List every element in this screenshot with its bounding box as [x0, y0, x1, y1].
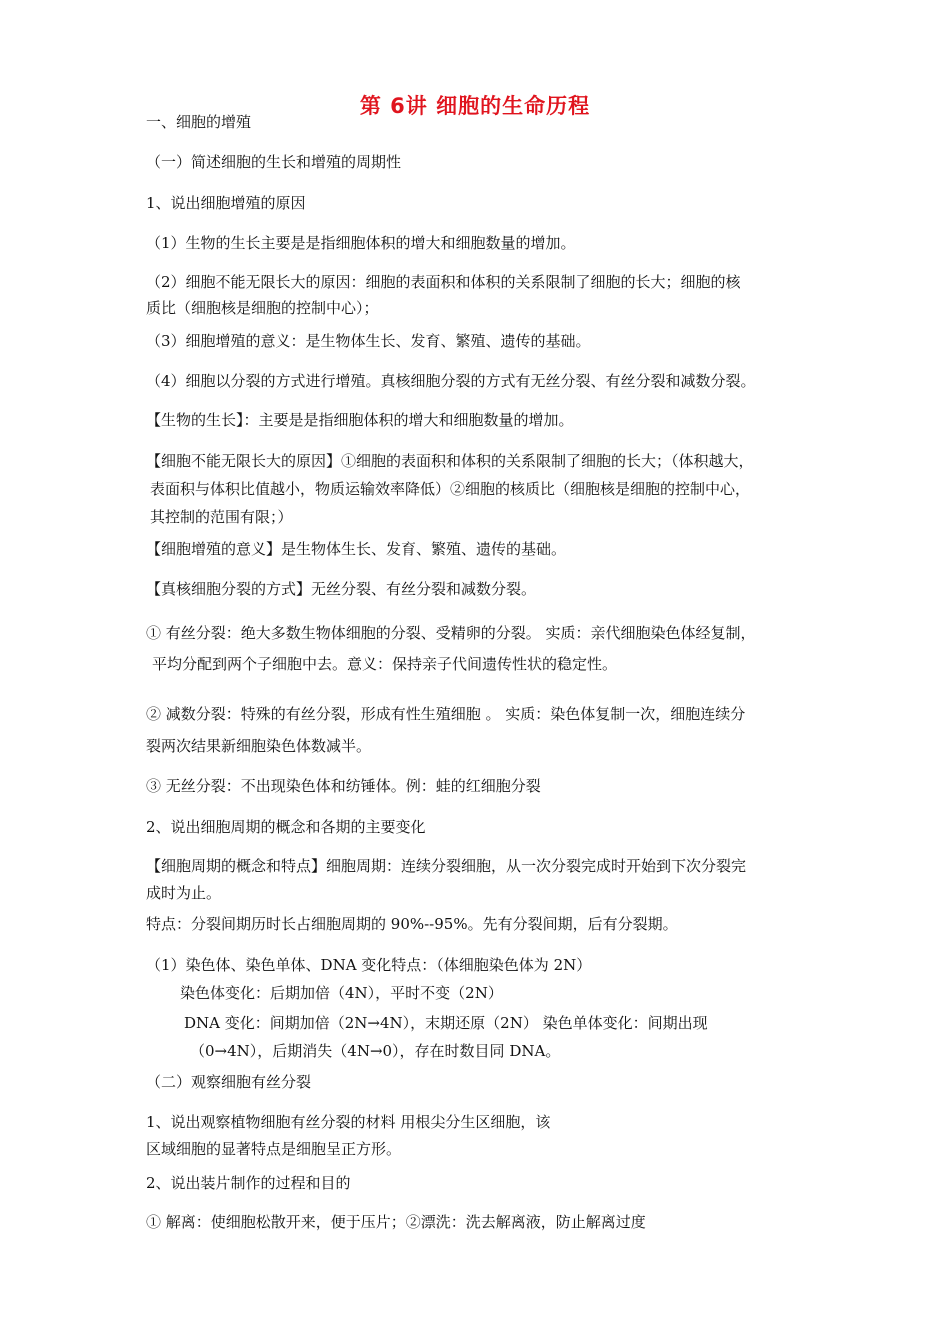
text-line: 其控制的范围有限；） — [150, 508, 293, 526]
text-line: 质比（细胞核是细胞的控制中心）； — [146, 299, 379, 317]
text-line: （3）细胞增殖的意义：是生物体生长、发育、繁殖、遗传的基础。 — [146, 332, 591, 350]
text-line: 平均分配到两个子细胞中去。意义：保持亲子代间遗传性状的稳定性。 — [152, 655, 618, 673]
text-line: （二）观察细胞有丝分裂 — [146, 1073, 312, 1091]
text-line: （1）染色体、染色单体、DNA 变化特点：（体细胞染色体为 2N） — [146, 956, 592, 974]
text-line: （2）细胞不能无限长大的原因：细胞的表面积和体积的关系限制了细胞的长大；细胞的核 — [146, 273, 741, 291]
text-line: 【细胞增殖的意义】是生物体生长、发育、繁殖、遗传的基础。 — [146, 540, 567, 558]
text-line: 区域细胞的显著特点是细胞呈正方形。 — [146, 1140, 402, 1158]
text-line: 1、说出观察植物细胞有丝分裂的材料 用根尖分生区细胞，该 — [146, 1113, 551, 1131]
text-line: 【生物的生长】：主要是是指细胞体积的增大和细胞数量的增加。 — [146, 411, 574, 429]
text-line: ③ 无丝分裂：不出现染色体和纺锤体。例：蛙的红细胞分裂 — [146, 777, 541, 795]
text-line: 1、说出细胞增殖的原因 — [146, 194, 306, 212]
text-line: 【细胞不能无限长大的原因】①细胞的表面积和体积的关系限制了细胞的长大；（体积越大， — [146, 452, 754, 470]
text-line: 特点：分裂间期历时长占细胞周期的 90%--95%。先有分裂间期，后有分裂期。 — [146, 915, 678, 933]
text-line: ① 有丝分裂：绝大多数生物体细胞的分裂、受精卵的分裂。 实质：亲代细胞染色体经复制， — [146, 624, 756, 642]
text-line: （一）简述细胞的生长和增殖的周期性 — [146, 153, 402, 171]
text-line: 一、细胞的增殖 — [146, 113, 252, 131]
text-line: 2、说出细胞周期的概念和各期的主要变化 — [146, 818, 426, 836]
text-line: 染色体变化：后期加倍（4N），平时不变（2N） — [180, 984, 503, 1002]
text-line: 【真核细胞分裂的方式】无丝分裂、有丝分裂和减数分裂。 — [146, 580, 537, 598]
text-line: 2、说出装片制作的过程和目的 — [146, 1174, 351, 1192]
text-line: 【细胞周期的概念和特点】细胞周期：连续分裂细胞，从一次分裂完成时开始到下次分裂完 — [146, 857, 747, 875]
text-line: 成时为止。 — [146, 884, 222, 902]
page-title: 第 6讲 细胞的生命历程 — [359, 94, 591, 118]
text-line: ① 解离：使细胞松散开来，便于压片；②漂洗：洗去解离液，防止解离过度 — [146, 1213, 646, 1231]
text-line: DNA 变化：间期加倍（2N→4N），末期还原（2N） 染色单体变化：间期出现 — [184, 1014, 708, 1032]
text-line: （4）细胞以分裂的方式进行增殖。真核细胞分裂的方式有无丝分裂、有丝分裂和减数分裂。 — [146, 372, 756, 390]
text-line: （0→4N），后期消失（4N→0），存在时数目同 DNA。 — [190, 1042, 561, 1060]
text-line: （1）生物的生长主要是是指细胞体积的增大和细胞数量的增加。 — [146, 234, 576, 252]
text-line: ② 减数分裂：特殊的有丝分裂，形成有性生殖细胞 。 实质：染色体复制一次，细胞连续分 — [146, 705, 746, 723]
text-line: 表面积与体积比值越小，物质运输效率降低）②细胞的核质比（细胞核是细胞的控制中心， — [150, 480, 751, 498]
text-line: 裂两次结果新细胞染色体数减半。 — [146, 737, 372, 755]
